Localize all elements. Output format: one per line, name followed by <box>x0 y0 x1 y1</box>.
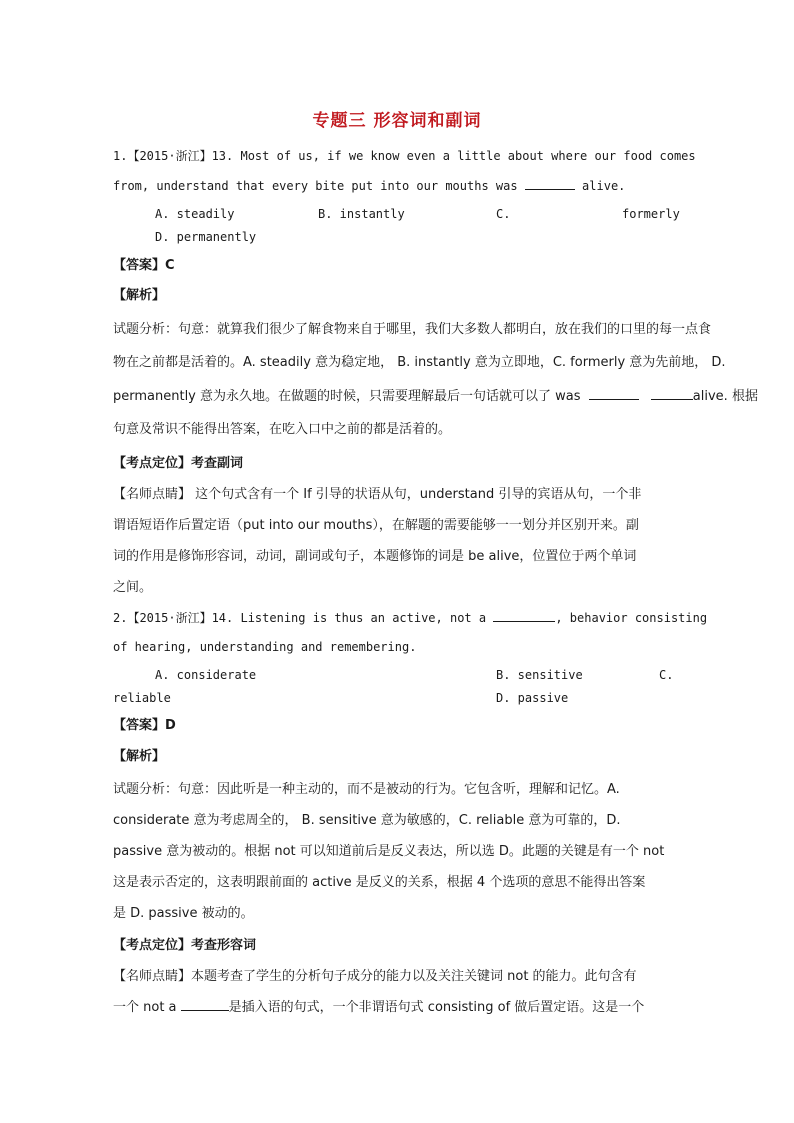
q2-analysis-line-3: passive 意为被动的。根据 not 可以知道前后是反义表达，所以选 D。此题的关键是有一个 not <box>113 844 665 859</box>
q2-mingshi-line-2 <box>113 996 644 1015</box>
q2-stem-pre: 2.【2015·浙江】14. Listening is thus an active, not a <box>113 611 487 625</box>
q2-option-d: D. passive <box>496 691 569 705</box>
q1-kaodian: 【考点定位】考查副词 <box>113 456 244 471</box>
q1-analysis-line-2: 物在之前都是活着的。A. steadily 意为稳定地， B. instantly 意为立即地，C. formerly 意为先前地， D. <box>113 355 726 370</box>
q1-answer: 【答案】C <box>113 258 175 273</box>
q2-mingshi-line-1: 【名师点睛】本题考查了学生的分析句子成分的能力以及关注关键词 not 的能力。此句含有 <box>113 969 637 984</box>
q1-analysis-blank-1 <box>589 388 639 400</box>
q1-stem-line-1: 1.【2015·浙江】13. Most of us, if we know even a little about where our food comes <box>113 149 696 163</box>
q1-analysis-3-pre: permanently 意为永久地。在做题的时候，只需要理解最后一句话就可以了 was <box>113 389 581 404</box>
q2-stem-line-1 <box>113 609 707 626</box>
q1-analysis-line-3 <box>113 385 758 404</box>
q2-stem-line-2: of hearing, understanding and remembering. <box>113 640 417 654</box>
q1-blank <box>525 178 575 190</box>
q2-analysis-label: 【解析】 <box>113 749 166 764</box>
q1-option-d: D. permanently <box>155 230 257 244</box>
q1-stem-pre: from, understand that every bite put into our mouths was <box>113 179 518 193</box>
q2-mingshi-2-pre: 一个 not a <box>113 1000 177 1015</box>
q2-analysis-line-1: 试题分析：句意：因此听是一种主动的，而不是被动的行为。它包含听，理解和记忆。A. <box>113 782 620 797</box>
q1-analysis-line-4: 句意及常识不能得出答案，在吃入口中之前的都是活着的。 <box>113 422 452 437</box>
q1-option-a: A. steadily <box>155 207 235 221</box>
q1-mingshi-line-2: 谓语短语作后置定语（put into our mouths），在解题的需要能够一一划分并区别开来。副 <box>113 518 639 533</box>
q2-blank <box>493 610 555 622</box>
q2-mingshi-2-post: 是插入语的句式，一个非谓语句式 consisting of 做后置定语。这是一个 <box>228 1000 645 1015</box>
q1-option-b: B. instantly <box>318 207 405 221</box>
q1-analysis-blank-2 <box>651 388 693 400</box>
q2-option-c-word: reliable <box>113 691 171 705</box>
q1-stem-line-2 <box>113 178 625 193</box>
q1-analysis-3-post: alive. 根据 <box>692 389 758 404</box>
q2-answer: 【答案】D <box>113 718 176 733</box>
q2-option-b: B. sensitive <box>496 668 583 682</box>
q2-mingshi-blank <box>181 999 229 1011</box>
page-title: 专题三 形容词和副词 <box>312 111 482 131</box>
q2-analysis-line-2: considerate 意为考虑周全的， B. sensitive 意为敏感的，C. reliable 意为可靠的，D. <box>113 813 621 828</box>
q1-stem-post: alive. <box>582 179 626 193</box>
q1-mingshi-line-4: 之间。 <box>113 580 153 595</box>
q1-mingshi-line-3: 词的作用是修饰形容词，动词，副词或句子，本题修饰的词是 be alive，位置位于两个单词 <box>113 549 637 564</box>
q1-analysis-line-1: 试题分析：句意：就算我们很少了解食物来自于哪里，我们大多数人都明白，放在我们的口里的每一点食 <box>113 322 712 337</box>
q2-stem-post: , behavior consisting <box>555 611 708 625</box>
q2-analysis-line-5: 是 D. passive 被动的。 <box>113 906 254 921</box>
q2-option-a: A. considerate <box>155 668 257 682</box>
q1-option-c-label: C. <box>496 207 511 221</box>
q2-analysis-line-4: 这是表示否定的，这表明跟前面的 active 是反义的关系，根据 4 个选项的意思不能得出答案 <box>113 875 646 890</box>
q1-option-c-word: formerly <box>622 207 680 221</box>
q1-mingshi-line-1: 【名师点睛】 这个句式含有一个 If 引导的状语从句，understand 引导的宾语从句，一个非 <box>113 487 642 502</box>
q1-analysis-label: 【解析】 <box>113 288 166 303</box>
q2-kaodian: 【考点定位】考查形容词 <box>113 938 257 953</box>
q2-option-c-label: C. <box>659 668 674 682</box>
